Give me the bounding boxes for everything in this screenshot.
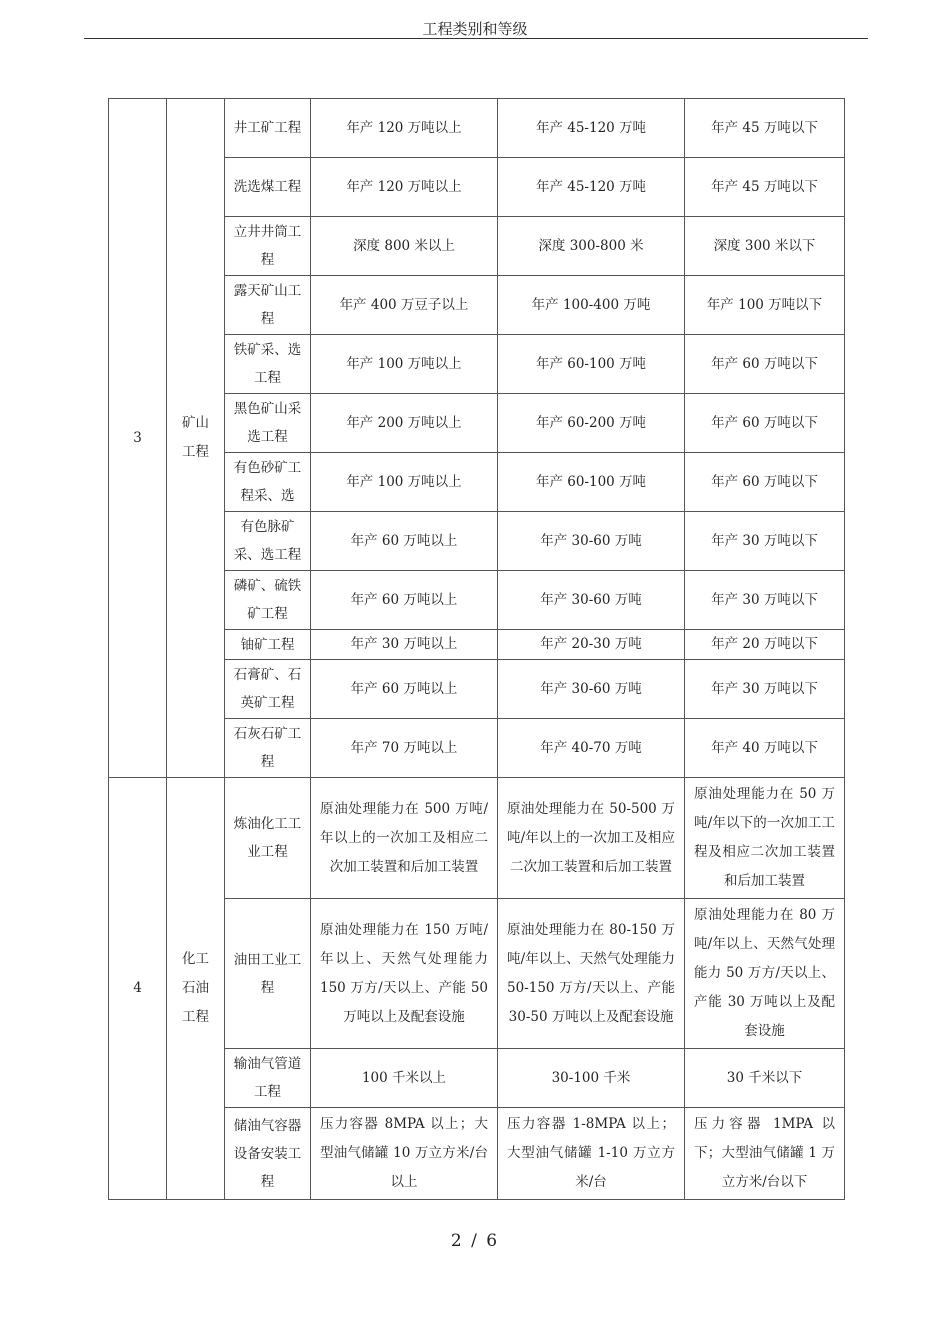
grade-1-value: 年产 120 万吨以上 xyxy=(311,158,498,217)
grade-1-value: 年产 60 万吨以上 xyxy=(311,660,498,719)
project-type: 输油气管道工程 xyxy=(225,1049,311,1108)
project-type: 露天矿山工程 xyxy=(225,276,311,335)
grade-2-value: 年产 100-400 万吨 xyxy=(498,276,685,335)
grade-1-value: 年产 60 万吨以上 xyxy=(311,512,498,571)
grade-2-value: 年产 20-30 万吨 xyxy=(498,630,685,660)
section-category: 矿山工程 xyxy=(167,99,225,778)
table-row xyxy=(109,99,845,158)
project-type: 井工矿工程 xyxy=(225,99,311,158)
engineering-grade-table xyxy=(108,98,845,1200)
grade-3-value: 年产 100 万吨以下 xyxy=(685,276,845,335)
grade-1-value: 年产 100 万吨以上 xyxy=(311,453,498,512)
grade-2-value: 30-100 千米 xyxy=(498,1049,685,1108)
grade-1-value: 年产 400 万豆子以上 xyxy=(311,276,498,335)
grade-3-value: 年产 30 万吨以下 xyxy=(685,512,845,571)
grade-1-value: 年产 200 万吨以上 xyxy=(311,394,498,453)
grade-2-value: 年产 60-100 万吨 xyxy=(498,335,685,394)
grade-1-value: 压力容器 8MPA 以上；大型油气储罐 10 万立方米/台以上 xyxy=(311,1108,498,1200)
project-type: 储油气容器设备安装工程 xyxy=(225,1108,311,1200)
grade-1-value: 深度 800 米以上 xyxy=(311,217,498,276)
grade-2-value: 压力容器 1-8MPA 以上；大型油气储罐 1-10 万立方米/台 xyxy=(498,1108,685,1200)
grade-3-value: 原油处理能力在 80 万吨/年以上、天然气处理能力 50 万方/天以上、产能 30 万吨以上及配套设施 xyxy=(685,899,845,1049)
section-category: 化工石油工程 xyxy=(167,778,225,1200)
project-type: 有色砂矿工程采、选 xyxy=(225,453,311,512)
grade-1-value: 年产 100 万吨以上 xyxy=(311,335,498,394)
grade-1-value: 100 千米以上 xyxy=(311,1049,498,1108)
section-number: 4 xyxy=(109,778,167,1200)
grade-1-value: 原油处理能力在 150 万吨/年以上、天然气处理能力 150 万方/天以上、产能 50 万吨以上及配套设施 xyxy=(311,899,498,1049)
project-type: 铁矿采、选工程 xyxy=(225,335,311,394)
project-type: 炼油化工工业工程 xyxy=(225,778,311,899)
grade-3-value: 年产 60 万吨以下 xyxy=(685,394,845,453)
grade-2-value: 原油处理能力在 50-500 万吨/年以上的一次加工及相应二次加工装置和后加工装置 xyxy=(498,778,685,899)
project-type: 洗选煤工程 xyxy=(225,158,311,217)
grade-3-value: 原油处理能力在 50 万吨/年以下的一次加工工程及相应二次加工装置和后加工装置 xyxy=(685,778,845,899)
table-row xyxy=(109,778,845,899)
grade-2-value: 年产 45-120 万吨 xyxy=(498,158,685,217)
grade-1-value: 年产 70 万吨以上 xyxy=(311,719,498,778)
grade-2-value: 年产 60-200 万吨 xyxy=(498,394,685,453)
header-rule xyxy=(84,38,868,39)
grade-3-value: 年产 30 万吨以下 xyxy=(685,660,845,719)
grade-2-value: 年产 40-70 万吨 xyxy=(498,719,685,778)
grade-3-value: 年产 45 万吨以下 xyxy=(685,99,845,158)
grade-1-value: 年产 30 万吨以上 xyxy=(311,630,498,660)
project-type: 石膏矿、石英矿工程 xyxy=(225,660,311,719)
project-type: 油田工业工程 xyxy=(225,899,311,1049)
grade-2-value: 深度 300-800 米 xyxy=(498,217,685,276)
project-type: 黑色矿山采选工程 xyxy=(225,394,311,453)
grade-1-value: 原油处理能力在 500 万吨/年以上的一次加工及相应二次加工装置和后加工装置 xyxy=(311,778,498,899)
section-number: 3 xyxy=(109,99,167,778)
page-number: 2 / 6 xyxy=(450,1231,500,1251)
grade-2-value: 年产 30-60 万吨 xyxy=(498,660,685,719)
grade-3-value: 年产 60 万吨以下 xyxy=(685,335,845,394)
grade-3-value: 压力容器 1MPA 以下；大型油气储罐 1 万立方米/台以下 xyxy=(685,1108,845,1200)
grade-3-value: 年产 60 万吨以下 xyxy=(685,453,845,512)
grade-1-value: 年产 120 万吨以上 xyxy=(311,99,498,158)
grade-2-value: 年产 30-60 万吨 xyxy=(498,512,685,571)
project-type: 有色脉矿采、选工程 xyxy=(225,512,311,571)
project-type: 立井井筒工程 xyxy=(225,217,311,276)
grade-3-value: 30 千米以下 xyxy=(685,1049,845,1108)
grade-1-value: 年产 60 万吨以上 xyxy=(311,571,498,630)
project-type: 石灰石矿工程 xyxy=(225,719,311,778)
project-type: 磷矿、硫铁矿工程 xyxy=(225,571,311,630)
grade-2-value: 年产 45-120 万吨 xyxy=(498,99,685,158)
grade-2-value: 年产 60-100 万吨 xyxy=(498,453,685,512)
grade-3-value: 年产 30 万吨以下 xyxy=(685,571,845,630)
project-type: 铀矿工程 xyxy=(225,630,311,660)
grade-3-value: 年产 40 万吨以下 xyxy=(685,719,845,778)
grade-3-value: 年产 45 万吨以下 xyxy=(685,158,845,217)
grade-3-value: 深度 300 米以下 xyxy=(685,217,845,276)
page-header-title: 工程类别和等级 xyxy=(422,20,528,38)
grade-2-value: 年产 30-60 万吨 xyxy=(498,571,685,630)
grade-3-value: 年产 20 万吨以下 xyxy=(685,630,845,660)
grade-2-value: 原油处理能力在 80-150 万吨/年以上、天然气处理能力 50-150 万方/天以上、产能 30-50 万吨以上及配套设施 xyxy=(498,899,685,1049)
